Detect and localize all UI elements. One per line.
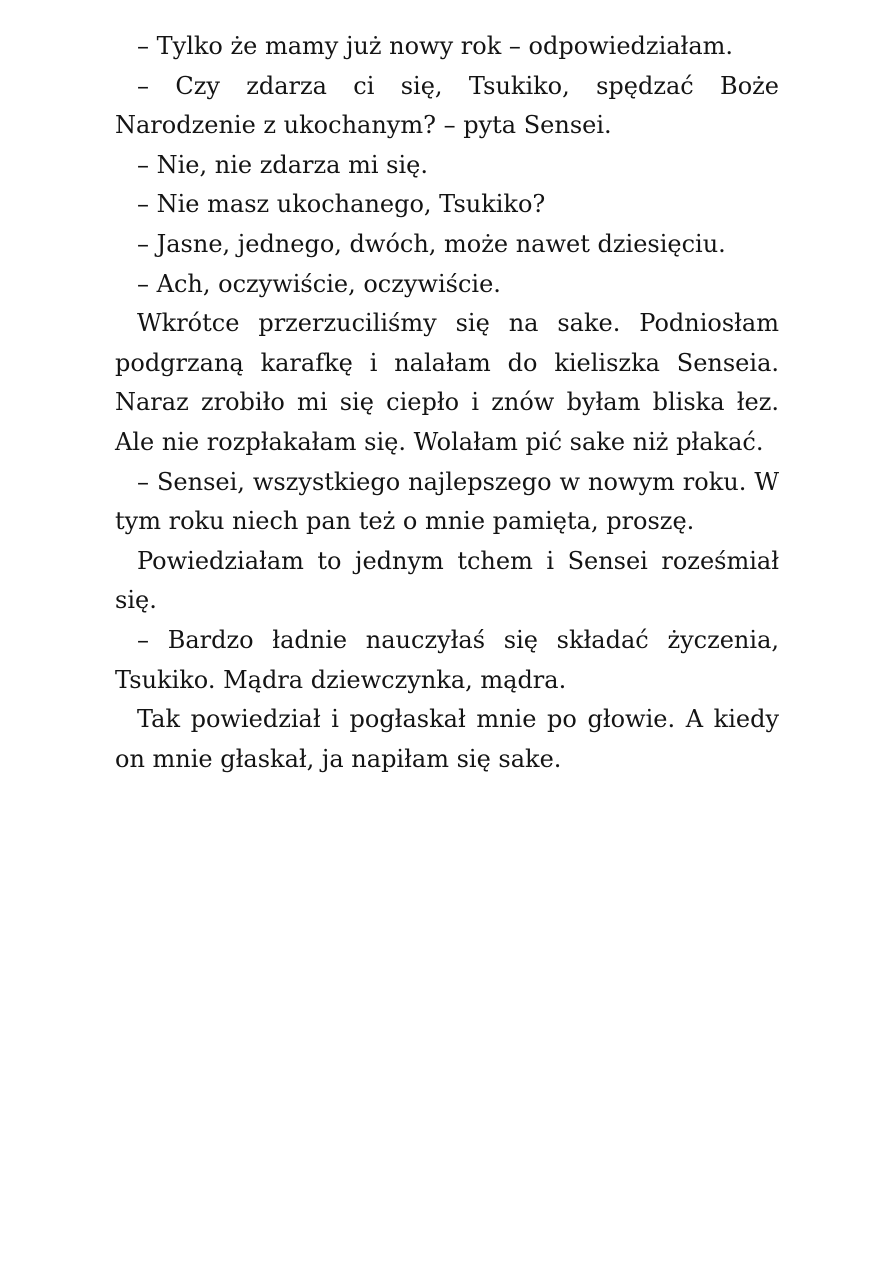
paragraph: – Tylko że mamy już nowy rok – odpowiedziałam. — [137, 32, 734, 60]
paragraph: Powiedziałam to jednym tchem i Sensei roześmiał się. — [115, 546, 779, 615]
paragraph: Wkrótce przerzuciliśmy się na sake. Podniosłam podgrzaną karafkę i nalałam do kieliszka Senseia. Naraz zrobiło mi się ciepło i znów byłam bliska łez. Ale nie rozpłakałam się. Wolałam pić sake niż płakać. — [115, 309, 779, 456]
paragraph: – Ach, oczywiście, oczywiście. — [137, 269, 501, 298]
paragraph: – Czy zdarza ci się, Tsukiko, spędzać Boże Narodzenie z ukochanym? – pyta Sensei. — [115, 71, 779, 140]
paragraph: Tak powiedział i pogłaskał mnie po głowie. A kiedy on mnie głaskał, ja napiłam się sake. — [115, 705, 779, 773]
paragraph: – Jasne, jednego, dwóch, może nawet dziesięciu. — [137, 229, 726, 258]
paragraph: – Nie, nie zdarza mi się. — [137, 150, 428, 179]
paragraph: – Nie masz ukochanego, Tsukiko? — [137, 190, 546, 219]
paragraph: – Bardzo ładnie nauczyłaś się składać życzenia, Tsukiko. Mądra dziewczynka, mądra. — [115, 625, 779, 694]
page-text — [115, 27, 779, 779]
paragraph: – Sensei, wszystkiego najlepszego w nowym roku. W tym roku niech pan też o mnie pamięta, proszę. — [115, 467, 779, 536]
